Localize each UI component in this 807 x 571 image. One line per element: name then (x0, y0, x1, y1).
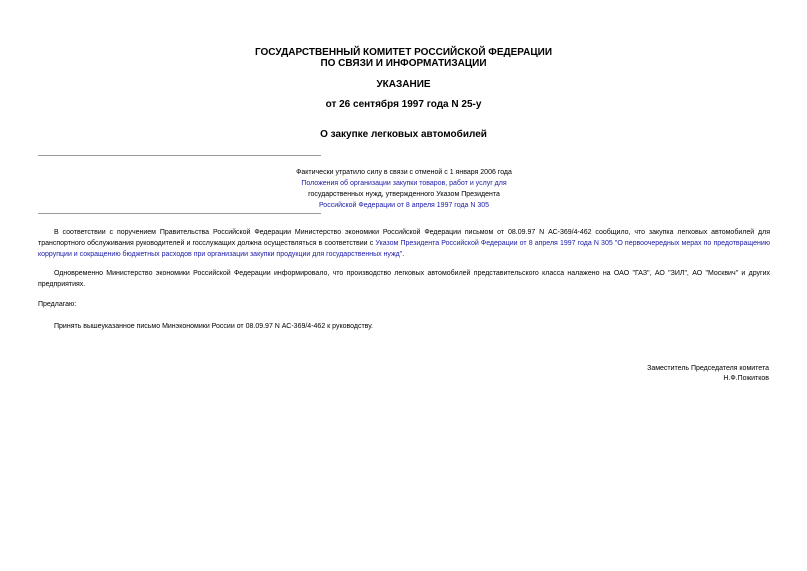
status-note-line3: государственных нужд, утвержденного Указом Президента (308, 191, 500, 198)
org-name-line2: ПО СВЯЗИ И ИНФОРМАТИЗАЦИИ (320, 58, 487, 69)
divider-bottom (38, 213, 321, 214)
body-paragraph-3: Предлагаю: (38, 301, 77, 308)
body-paragraph-1-text-a: В соответствии с поручением Правительства Российской Федерации Министерство экономики Российской Федерации письмом от 08.09.97 N АС-369/4-462 сообщило, что закупка легковых автомобилей для транспортного обслуживания руководителей и госслужащих должна осуществляться в соответствии с (38, 229, 770, 247)
status-note-line1: Фактически утратило силу в связи с отменой с 1 января 2006 года (296, 169, 512, 176)
status-note-link-line2[interactable]: Российской Федерации от 8 апреля 1997 года N 305 (318, 202, 490, 209)
divider-top (38, 155, 321, 156)
decree-link[interactable]: Указом Президента Российской Федерации от 8 апреля 1997 года N 305 "О первоочередных мерах по предотвращению коррупции и сокращению бюджетных расходов при организации закупки продукции для государственных нужд" (38, 240, 770, 258)
document-date: от 26 сентября 1997 года N 25-у (325, 99, 482, 110)
body-paragraph-1-text-b: . (402, 251, 405, 258)
signature-name: Н.Ф.Пожитков (723, 375, 769, 382)
status-note (284, 167, 524, 211)
status-note-link-line1[interactable]: Положения об организации закупки товаров, работ и услуг для (301, 180, 507, 187)
org-name-line1: ГОСУДАРСТВЕННЫЙ КОМИТЕТ РОССИЙСКОЙ ФЕДЕРАЦИИ (254, 47, 553, 58)
document-type: УКАЗАНИЕ (376, 79, 431, 90)
body-paragraph-2: Одновременно Министерство экономики Российской Федерации информировало, что производство легковых автомобилей представительского класса налажено на ОАО "ГАЗ", АО "ЗИЛ", АО "Москвич" и других предприятиях. (38, 270, 770, 288)
document-title: О закупке легковых автомобилей (320, 129, 487, 140)
signature-position: Заместитель Председателя комитета (647, 365, 769, 372)
body-paragraph-4: Принять вышеуказанное письмо Минэкономики России от 08.09.97 N АС-369/4-462 к руководству. (54, 323, 373, 330)
body-paragraph-1 (38, 227, 770, 260)
